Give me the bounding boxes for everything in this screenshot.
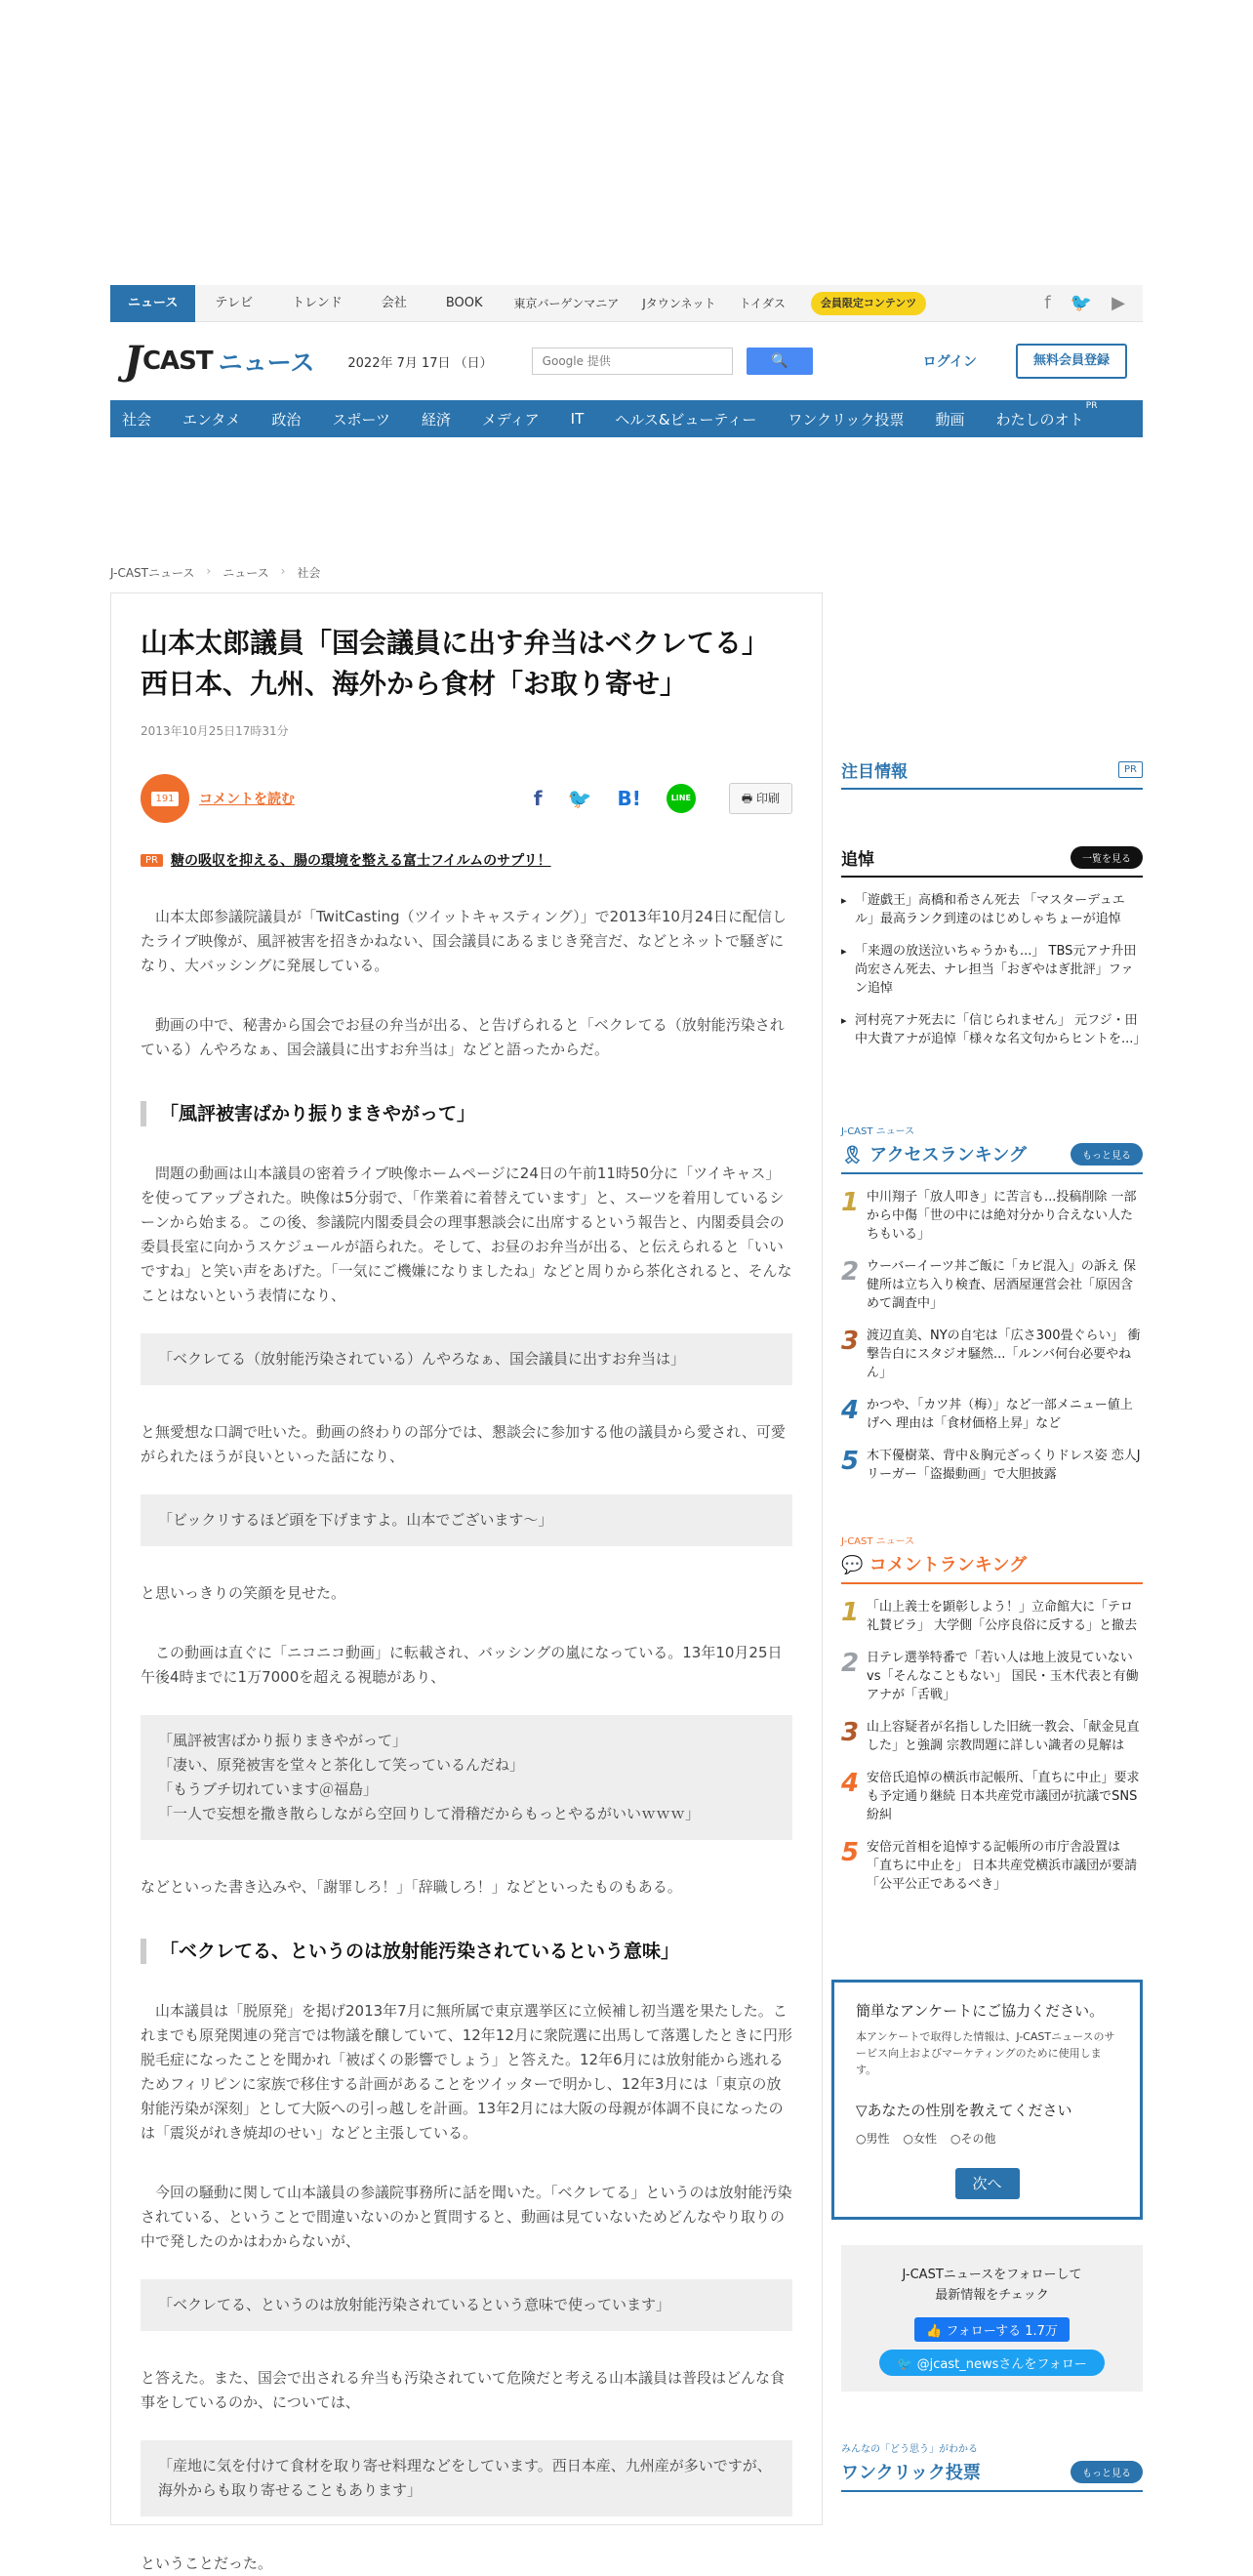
login-link[interactable]: ログイン: [922, 354, 977, 370]
quote-line: 「一人で妄想を撒き散らしながら空回りして滑稽だからもっとやるがいいｗｗｗ」: [158, 1805, 701, 1822]
rank-number: 4: [841, 1396, 860, 1425]
access-more-button[interactable]: もっと見る: [1071, 1143, 1143, 1165]
line-share-icon[interactable]: LINE: [667, 784, 696, 813]
crumb-society[interactable]: 社会: [297, 566, 321, 580]
crumb-jcast[interactable]: J-CASTニュース: [110, 566, 195, 580]
follow-text-1: J-CASTニュースをフォローして: [902, 2268, 1082, 2282]
rank-text: ウーバーイーツ丼ご飯に「カビ混入」の訴え 保健所は立ち入り検査、居酒屋運営会社「原因含めて調査中」: [867, 1259, 1136, 1311]
comment-title-text: コメントランキング: [869, 1555, 1028, 1575]
hatena-bookmark-icon[interactable]: B!: [617, 787, 641, 810]
rank-text: かつや、「カツ丼（梅）」など一部メニュー値上げへ 理由は「食材価格上昇」など: [867, 1398, 1133, 1431]
pr-text: 糖の吸収を抑える、腸の環境を整える富士フイルムのサプリ！: [170, 853, 551, 869]
survey-question: ▽あなたの性別を教えてください: [856, 2102, 1072, 2119]
crumb-news[interactable]: ニュース: [222, 566, 269, 580]
read-comments-link[interactable]: コメントを読む: [199, 792, 295, 807]
blockquote: [141, 2279, 792, 2331]
nav-society[interactable]: 社会: [122, 410, 152, 429]
rank-number: 5: [841, 1838, 860, 1867]
breadcrumb: [110, 564, 320, 581]
twitter-icon[interactable]: 🐦: [1070, 293, 1093, 313]
rank-number: 1: [841, 1188, 860, 1217]
paragraph: 今回の騒動に関して山本議員の参議院事務所に話を聞いた。「ベクレてる」というのは放射能汚染されている、ということで間違いないのかと質問すると、動画は見ていないためどんなやり取りの中で発したのかはわからないが、: [141, 2184, 792, 2250]
paragraph: と思いっきりの笑顔を見せた。: [141, 1584, 346, 1602]
ranking-item[interactable]: [841, 1769, 1143, 1824]
quote-line: 「もうブチ切れています＠福島」: [158, 1780, 379, 1798]
paragraph: この動画は直ぐに「ニコニコ動画」に転載され、バッシングの嵐になっている。13年10月25日午後4時までに1万7000を超える視聴があり、: [141, 1644, 783, 1686]
survey-next-button[interactable]: 次へ: [955, 2168, 1020, 2199]
topnav-news[interactable]: ニュース: [110, 285, 195, 322]
rank-number: 1: [841, 1598, 860, 1627]
article: [110, 593, 823, 2572]
quote-line: 「ベクレてる、というのは放射能汚染されているという意味で使っています」: [158, 2296, 671, 2313]
survey-option-label: 女性: [912, 2132, 937, 2146]
topnav-toidas[interactable]: トイダス: [739, 296, 786, 310]
topnav-trend[interactable]: トレンド: [292, 295, 343, 310]
vote-more-button[interactable]: もっと見る: [1071, 2461, 1143, 2483]
paragraph: 動画の中で、秘書から国会でお昼の弁当が出る、と告げられると「ベクレてる（放射能汚染されている）んやろなぁ、国会議員に出すお弁当は」などと語ったからだ。: [141, 1016, 785, 1058]
rank-number: 2: [841, 1257, 860, 1287]
blockquote: [141, 2440, 792, 2516]
ranking-item[interactable]: [841, 1396, 1143, 1433]
logo-news: ニュース: [218, 348, 315, 377]
nav-health-beauty[interactable]: ヘルス&ビューティー: [615, 410, 757, 429]
rank-text: 安倍氏追悼の横浜市記帳所、「直ちに中止」要求も予定通り継続 日本共産党市議団が抗議でSNS紛糾: [867, 1771, 1140, 1822]
top-nav: [110, 285, 1143, 322]
nav-it[interactable]: IT: [570, 410, 585, 428]
paragraph: と無愛想な口調で吐いた。動画の終わりの部分では、懇談会に参加する他の議員から愛され、可愛がられたほうが良いといった話になり、: [141, 1423, 786, 1465]
facebook-follow-label: フォローする 1.7万: [946, 2324, 1058, 2339]
print-label: 印刷: [755, 792, 780, 805]
one-click-vote: [841, 2440, 1143, 2492]
survey-option-male[interactable]: ○男性: [856, 2132, 890, 2146]
article-date: 2013年10月25日17時31分: [141, 724, 289, 738]
pr-badge: PR: [141, 854, 163, 867]
article-tools: [141, 774, 792, 823]
tsuito-item[interactable]: ▸ 「遊戯王」高橋和希さん死去 「マスターデュエル」最高ランク到達のはじめしゃちょーが追悼: [841, 891, 1143, 928]
notice-title: 注目情報: [841, 762, 908, 782]
section-heading: 「風評被害ばかり振りまきやがって」: [141, 1101, 792, 1126]
vote-kicker: みんなの「どう思う」がわかる: [841, 2444, 978, 2455]
facebook-share-icon[interactable]: f: [533, 787, 543, 810]
survey-option-label: 男性: [866, 2132, 890, 2146]
search-icon: 🔍: [770, 353, 788, 369]
topnav-jtown[interactable]: Jタウンネット: [642, 296, 716, 310]
rank-number: 4: [841, 1769, 860, 1798]
survey-box: [831, 1980, 1143, 2220]
nav-economy[interactable]: 経済: [421, 410, 451, 429]
topnav-book[interactable]: BOOK: [445, 295, 483, 310]
print-button[interactable]: 🖶 印刷: [729, 783, 792, 814]
rank-text: 山上容疑者が名指しした旧統一教会、「献金見直した」と強調 宗教問題に詳しい識者の見解は: [867, 1720, 1140, 1753]
tsuito-title: 追悼: [841, 850, 874, 870]
paragraph: などといった書き込みや、「謝罪しろ！」「辞職しろ！」などといったものもある。: [141, 1878, 682, 1896]
logo-j: J: [124, 338, 142, 384]
ranking-item[interactable]: [841, 1649, 1143, 1704]
nav-media[interactable]: メディア: [481, 410, 540, 429]
paragraph: ということだった。: [141, 2555, 273, 2572]
header: [110, 328, 1143, 394]
nav-politics[interactable]: 政治: [271, 410, 302, 429]
title-line-2: 西日本、九州、海外から食材「お取り寄せ」: [141, 668, 688, 700]
access-ranking-title: [841, 1141, 1027, 1166]
twitter-follow-button[interactable]: 🐦 @jcast_newsさんをフォロー: [879, 2350, 1104, 2376]
comment-kicker: J-CAST ニュース: [841, 1536, 915, 1547]
rank-number: 3: [841, 1718, 860, 1747]
tsuito-item[interactable]: ▸ 河村亮アナ死去に「信じられません」 元フジ・田中大貴アナが追悼「様々な名文句からヒントを...」: [841, 1011, 1143, 1048]
member-content-button[interactable]: 会員限定コンテンツ: [811, 292, 926, 315]
ranking-item[interactable]: [841, 1257, 1143, 1313]
blockquote: [141, 1494, 792, 1546]
crumb-separator: ›: [206, 564, 212, 578]
survey-options: [856, 2130, 1118, 2147]
quote-line: 「ベクレてる（放射能汚染されている）んやろなぁ、国会議員に出すお弁当は」: [158, 1350, 686, 1368]
vote-title: ワンクリック投票: [841, 2463, 981, 2483]
rank-number: 2: [841, 1649, 860, 1678]
site-logo[interactable]: [124, 338, 315, 384]
rank-text: 木下優樹菜、背中＆胸元ざっくりドレス姿 恋人Jリーガー「盗撮動画」で大胆披露: [867, 1449, 1141, 1482]
register-button[interactable]: 無料会員登録: [1016, 344, 1127, 379]
paragraph: 山本太郎参議院議員が「TwitCasting（ツイットキャスティング）」で2013年10月24日に配信したライブ映像が、風評被害を招きかねない、国会議員にあるまじき発言だ、などとネットで騒ぎになり、大バッシングに発展している。: [141, 908, 788, 974]
ranking-item[interactable]: [841, 1838, 1143, 1894]
nav-pr-badge: PR: [1085, 400, 1098, 411]
survey-description: 本アンケートで取得した情報は、J-CASTニュースのサービス向上およびマーケティングのために使用します。: [856, 2030, 1115, 2076]
facebook-follow-button[interactable]: 👍 フォローする 1.7万: [914, 2317, 1070, 2342]
paragraph: 山本議員は「脱原発」を掲げ2013年7月に無所属で東京選挙区に立候補し初当選を果たした。これまでも原発関連の発言では物議を醸していて、12年12月に衆院選に出馬して落選したときに円形脱毛症になったことを聞かれ「被ばくの影響でしょう」と答えた。12年6月には放射能から逃れるためフィリピンに家族で移住する計画があることをツイッターで明かし、12年3月には「東京の放射能汚染が深刻」として大阪への引っ越しを計画。13年2月には大阪の母親が体調不良になったのは「震災がれき焼却のせい」などと主張している。: [141, 2002, 792, 2142]
twitter-share-icon[interactable]: 🐦: [567, 787, 592, 810]
search-input[interactable]: Google 提供: [532, 348, 733, 375]
ranking-item[interactable]: [841, 1327, 1143, 1382]
pr-link[interactable]: [141, 850, 792, 870]
rank-number: 5: [841, 1447, 860, 1476]
access-title-text: アクセスランキング: [869, 1145, 1028, 1165]
quote-line: 「ビックリするほど頭を下げますよ。山本でございます～」: [158, 1511, 553, 1529]
rank-text: 安倍元首相を追悼する記帳所の市庁舎設置は「直ちに中止を」 日本共産党横浜市議団が要請「公平公正であるべき」: [867, 1840, 1138, 1892]
paragraph: と答えた。また、国会で出される弁当も汚染されていて危険だと考える山本議員は普段はどんな食事をしているのか、については、: [141, 2369, 786, 2411]
nav-watashi-no-oto[interactable]: [995, 400, 1098, 429]
access-ranking: [841, 1123, 1143, 1484]
ranking-item[interactable]: [841, 1447, 1143, 1484]
ranking-item[interactable]: [841, 1188, 1143, 1244]
survey-option-label: その他: [960, 2132, 996, 2146]
access-kicker: J-CAST ニュース: [841, 1126, 915, 1137]
speech-bubbles-icon: 💬: [841, 1555, 864, 1575]
share-buttons: [534, 784, 696, 813]
survey-title: 簡単なアンケートにご協力ください。: [856, 2002, 1105, 2020]
tsuito-item[interactable]: ▸ 「来週の放送泣いちゃうかも...」 TBS元アナ升田尚宏さん死去、ナレ担当「おぎやはぎ批評」ファン追悼: [841, 942, 1143, 998]
nav-watashi-label: わたしのオト: [995, 410, 1084, 429]
ranking-item[interactable]: [841, 1718, 1143, 1755]
tsuito-section: [841, 845, 1147, 1048]
follow-box: [841, 2245, 1143, 2392]
rank-number: 3: [841, 1327, 860, 1356]
nav-video[interactable]: 動画: [935, 410, 965, 429]
facebook-icon[interactable]: f: [1044, 293, 1051, 313]
survey-option-other[interactable]: ○その他: [950, 2132, 996, 2146]
survey-option-female[interactable]: ○女性: [903, 2132, 937, 2146]
comment-ranking: [841, 1533, 1143, 1894]
quote-line: 「風評被害ばかり振りまきやがって」: [158, 1732, 408, 1749]
comment-count: 191: [151, 792, 178, 806]
topnav-company[interactable]: 会社: [381, 295, 407, 310]
logo-cast: CAST: [141, 347, 213, 376]
notice-pr-badge: PR: [1118, 761, 1143, 778]
paragraph: 問題の動画は山本議員の密着ライブ映像ホームページに24日の午前11時50分に「ツイキャス」を使ってアップされた。映像は5分弱で、「作業着に着替えています」と、スーツを着用しているシーンから始まる。この後、参議院内閣委員会の理事懇談会に出席するという報告と、内閣委員会の委員長室に向かうスケジュールが語られた。そして、お昼のお弁当が出る、と伝えられると「いいですね」と笑い声をあげた。「一気にご機嫌になりましたね」などと周りから茶化されると、そんなことはないという表情になり、: [141, 1165, 792, 1304]
current-date: 2022年 7月 17日 （日）: [347, 355, 493, 371]
quote-line: 「凄い、原発被害を堂々と茶化して笑っているんだね」: [158, 1756, 525, 1774]
topnav-bargain[interactable]: 東京バーゲンマニア: [513, 296, 620, 310]
quote-line: 「産地に気を付けて食材を取り寄せ料理などをしています。西日本産、九州産が多いですが、海外からも取り寄せることもあります」: [158, 2457, 772, 2499]
blockquote: [141, 1333, 792, 1385]
youtube-icon[interactable]: ▶: [1112, 293, 1125, 313]
comment-ranking-title: [841, 1551, 1027, 1576]
blockquote: [141, 1715, 792, 1840]
article-title: [141, 623, 794, 705]
section-heading: 「ベクレてる、というのは放射能汚染されているという意味」: [141, 1939, 792, 1964]
follow-text-2: 最新情報をチェック: [935, 2288, 1049, 2303]
rank-text: 渡辺直美、NYの自宅は「広さ300畳ぐらい」 衝撃告白にスタジオ騒然...「ルンバ何台必要やねん」: [867, 1329, 1141, 1380]
rank-text: 「山上義士を顕彰しよう！」立命館大に「テロ礼賛ビラ」 大学側「公序良俗に反する」と撤去: [867, 1600, 1138, 1633]
comment-count-icon[interactable]: [141, 774, 189, 823]
title-line-1: 山本太郎議員「国会議員に出す弁当はベクレてる」: [141, 627, 770, 659]
topnav-tv[interactable]: テレビ: [215, 295, 254, 310]
ribbon-icon: 🎗: [841, 1145, 864, 1165]
nav-one-click-vote[interactable]: ワンクリック投票: [788, 410, 905, 429]
twitter-follow-label: @jcast_newsさんをフォロー: [916, 2357, 1087, 2372]
rank-text: 中川翔子「放人叩き」に苦言も...投稿削除 一部から中傷「世の中には絶対分かり合えない人たちもいる」: [867, 1190, 1137, 1242]
crumb-separator: ›: [280, 564, 286, 578]
nav-entertainment[interactable]: エンタメ: [182, 410, 241, 429]
nav-sports[interactable]: スポーツ: [332, 410, 390, 429]
social-links: [1044, 293, 1143, 313]
tsuito-more-button[interactable]: 一覧を見る: [1071, 846, 1143, 869]
rank-text: 日テレ選挙特番で「若い人は地上波見ていない vs「そんなこともない」 国民・玉木代表と有働アナが「舌戦」: [867, 1651, 1139, 1702]
search-button[interactable]: [747, 348, 813, 375]
ranking-item[interactable]: [841, 1598, 1143, 1635]
search-form: [532, 348, 813, 375]
category-nav: [110, 400, 1143, 437]
notice-section: [841, 757, 1143, 790]
